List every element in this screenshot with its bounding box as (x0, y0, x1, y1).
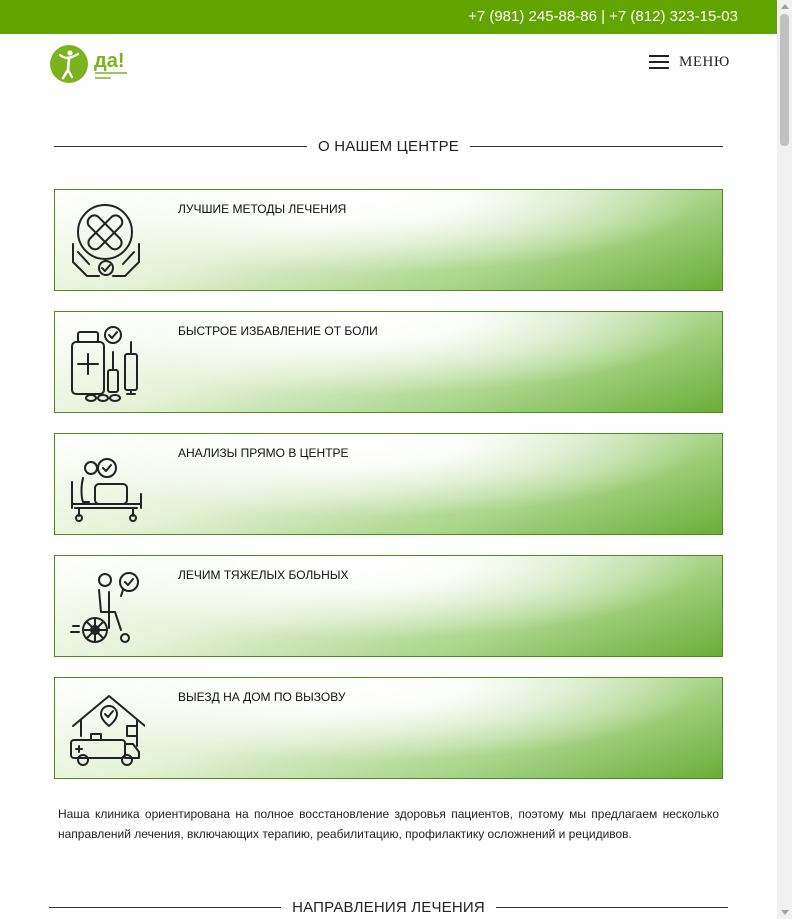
scrollbar-thumb[interactable] (780, 14, 789, 146)
feature-card-best-methods (54, 189, 723, 291)
svg-text:да!: да! (94, 50, 125, 72)
top-bar (0, 0, 777, 34)
feature-card-severe-patients (54, 555, 723, 657)
feature-label: ВЫЕЗД НА ДОМ ПО ВЫЗОВУ (178, 690, 346, 704)
medicine-bottles-icon (69, 324, 145, 402)
hamburger-icon (649, 54, 669, 70)
title-divider (470, 146, 723, 147)
feature-card-pain-relief (54, 311, 723, 413)
wheelchair-icon (69, 568, 145, 646)
patient-bed-icon (69, 446, 145, 524)
feature-label: АНАЛИЗЫ ПРЯМО В ЦЕНТРЕ (178, 446, 349, 460)
menu-button[interactable] (649, 50, 730, 74)
vertical-scrollbar[interactable] (777, 0, 792, 919)
menu-label: МЕНЮ (679, 53, 730, 70)
hands-bandage-icon (69, 202, 145, 280)
feature-label: ЛУЧШИЕ МЕТОДЫ ЛЕЧЕНИЯ (178, 202, 347, 216)
leaping-figure-logo-icon (50, 44, 140, 86)
directions-section-title (49, 897, 728, 917)
title-divider (49, 907, 281, 908)
intro-paragraph: Наша клиника ориентирована на полное восстановление здоровья пациентов, поэтому мы предлагаем несколько направлений лечения, включающих терапию, реабилитацию, профилактику осложнений и рецидивов. (58, 807, 719, 841)
phone-numbers[interactable]: +7 (981) 245-88-86 | +7 (812) 323-15-03 (468, 8, 738, 25)
feature-label: ЛЕЧИМ ТЯЖЕЛЫХ БОЛЬНЫХ (178, 568, 349, 582)
feature-label: БЫСТРОЕ ИЗБАВЛЕНИЕ ОТ БОЛИ (178, 324, 378, 338)
site-logo[interactable] (50, 44, 140, 86)
house-ambulance-icon (69, 690, 145, 768)
directions-title-text: НАПРАВЛЕНИЯ ЛЕЧЕНИЯ (292, 898, 485, 916)
feature-card-home-visit (54, 677, 723, 779)
about-title-text: О НАШЕМ ЦЕНТРЕ (318, 137, 459, 155)
about-section-title (54, 136, 723, 156)
scroll-up-arrow-icon[interactable] (781, 4, 789, 9)
feature-card-tests (54, 433, 723, 535)
scroll-down-arrow-icon[interactable] (781, 910, 789, 915)
title-divider (496, 907, 728, 908)
title-divider (54, 146, 307, 147)
